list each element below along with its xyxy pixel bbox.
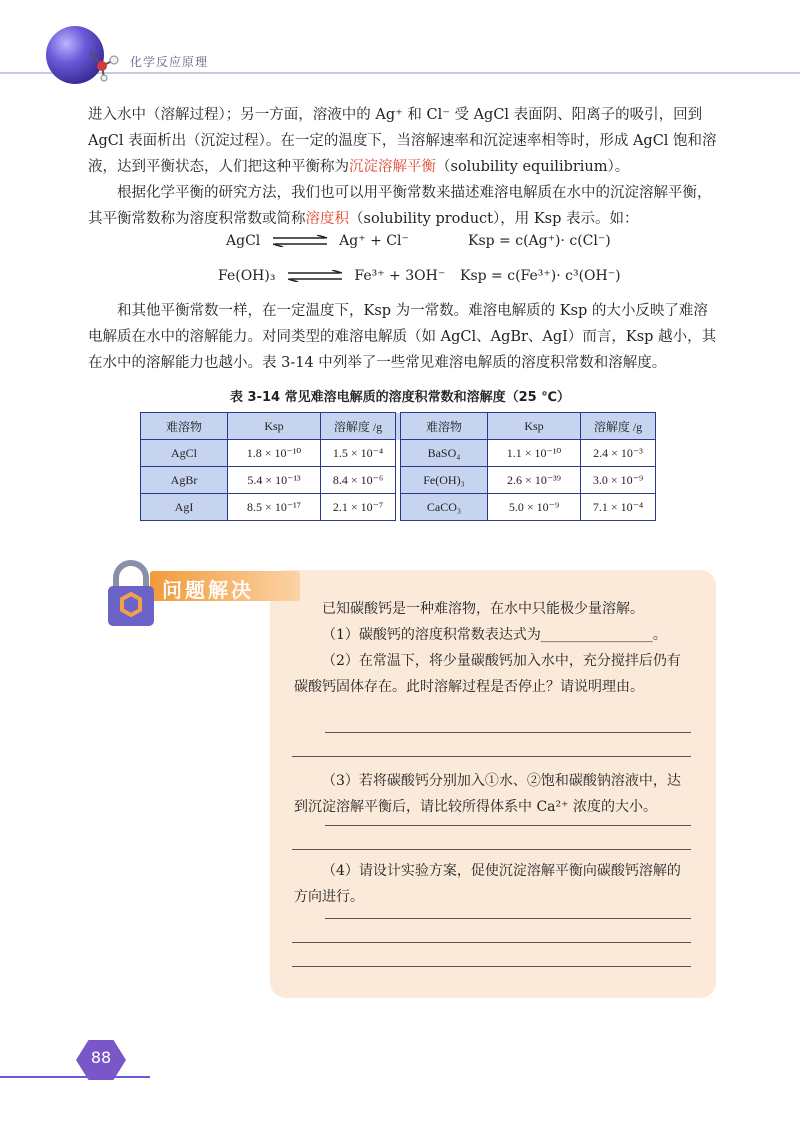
term-solubility-equilibrium: 沉淀溶解平衡 (349, 159, 436, 175)
table-header-row (141, 413, 656, 440)
table-caption: 表 3-14 常见难溶电解质的溶度积常数和溶解度（25 ℃） (230, 390, 570, 405)
table-cell: 3.0 × 10⁻⁹ (581, 467, 656, 494)
answer-line[interactable] (325, 918, 691, 919)
table-header: 溶解度 /g (321, 413, 396, 440)
equilibrium-arrow-icon (271, 235, 329, 247)
paragraph-2 (88, 180, 720, 232)
paragraph-2-text: 根据化学平衡的研究方法，我们也可以用平衡常数来描述难溶电解质在水中的沉淀溶解平衡，其平衡常数称为溶度积常数或简称 (88, 185, 712, 227)
table-cell: AgCl (141, 440, 228, 467)
question-4: （4）请设计实验方案，促使沉淀溶解平衡向碳酸钙溶解的方向进行。 (294, 863, 681, 905)
table-header: 溶解度 /g (581, 413, 656, 440)
table-cell: CaCO₃ (401, 494, 488, 521)
table-cell: BaSO₄ (401, 440, 488, 467)
answer-line[interactable] (292, 756, 691, 757)
answer-line[interactable] (325, 732, 691, 733)
equation-2-right: Fe³⁺ + 3OH⁻ (354, 268, 446, 284)
table-cell: 8.5 × 10⁻¹⁷ (228, 494, 321, 521)
solubility-table (140, 412, 656, 521)
answer-line[interactable] (325, 825, 691, 826)
molecule-icon (84, 46, 120, 82)
equation-1 (226, 233, 409, 249)
equation-1-right: Ag⁺ + Cl⁻ (339, 233, 409, 249)
table-cell: Fe(OH)₃ (401, 467, 488, 494)
lock-icon (104, 560, 158, 628)
equation-2-ksp: Ksp = c(Fe³⁺)· c³(OH⁻) (460, 268, 621, 284)
equation-2-left: Fe(OH)₃ (218, 268, 276, 284)
table-header: Ksp (488, 413, 581, 440)
table-cell: AgBr (141, 467, 228, 494)
page-footer-rule (0, 1076, 150, 1078)
answer-line[interactable] (292, 966, 691, 967)
table-header: Ksp (228, 413, 321, 440)
table-cell: 2.4 × 10⁻³ (581, 440, 656, 467)
term-solubility-product: 溶度积 (305, 211, 349, 227)
table-cell: 2.1 × 10⁻⁷ (321, 494, 396, 521)
table-cell: 5.0 × 10⁻⁹ (488, 494, 581, 521)
table-cell: 8.4 × 10⁻⁶ (321, 467, 396, 494)
table-header: 难溶物 (401, 413, 488, 440)
problem-banner-title: 问题解决 (162, 578, 254, 602)
paragraph-3: 和其他平衡常数一样，在一定温度下，Ksp 为一常数。难溶电解质的 Ksp 的大小反映了难溶电解质在水中的溶解能力。对同类型的难溶电解质（如 AgCl、AgBr、AgI）而言，Ksp 越小，其在水中的溶解能力也越小。表 3-14 中列举了一些常见难溶电解质的溶度积常数和溶解度。 (88, 303, 717, 371)
table-row (141, 440, 656, 467)
header-rule (0, 72, 800, 74)
table-cell: 7.1 × 10⁻⁴ (581, 494, 656, 521)
table-cell: 1.8 × 10⁻¹⁰ (228, 440, 321, 467)
table-row (141, 467, 656, 494)
paragraph-1-end: （solubility equilibrium）。 (436, 159, 630, 175)
equilibrium-arrow-icon (286, 270, 344, 282)
answer-line[interactable] (292, 849, 691, 850)
table-cell: 1.1 × 10⁻¹⁰ (488, 440, 581, 467)
equation-1-ksp: Ksp = c(Ag⁺)· c(Cl⁻) (468, 233, 611, 249)
question-3: （3）若将碳酸钙分别加入①水、②饱和碳酸钠溶液中，达到沉淀溶解平衡后，请比较所得体系中 Ca²⁺ 浓度的大小。 (294, 773, 681, 815)
table-cell: AgI (141, 494, 228, 521)
answer-line[interactable] (292, 942, 691, 943)
problem-intro: 已知碳酸钙是一种难溶物，在水中只能极少量溶解。 (322, 601, 644, 617)
table-header: 难溶物 (141, 413, 228, 440)
equation-1-left: AgCl (226, 233, 261, 249)
question-1: （1）碳酸钙的溶度积常数表达式为________________。 (322, 627, 667, 643)
table-row (141, 494, 656, 521)
paragraph-2-end: （solubility product），用 Ksp 表示。如： (349, 211, 639, 227)
table-cell: 2.6 × 10⁻³⁹ (488, 467, 581, 494)
question-2: （2）在常温下，将少量碳酸钙加入水中，充分搅拌后仍有碳酸钙固体存在。此时溶解过程是否停止？请说明理由。 (294, 653, 681, 695)
paragraph-1 (88, 102, 720, 180)
table-cell: 1.5 × 10⁻⁴ (321, 440, 396, 467)
page-number: 88 (90, 1048, 112, 1067)
chapter-title: 化学反应原理 (130, 55, 209, 69)
table-cell: 5.4 × 10⁻¹³ (228, 467, 321, 494)
paragraph-1-text: 进入水中（溶解过程）；另一方面，溶液中的 Ag⁺ 和 Cl⁻ 受 AgCl 表面阴、阳离子的吸引，回到 AgCl 表面析出（沉淀过程）。在一定的温度下，当溶解速率和沉淀速率相等时，形成 AgCl 饱和溶液，达到平衡状态，人们把这种平衡称为 (88, 107, 717, 175)
equation-2 (218, 268, 445, 284)
